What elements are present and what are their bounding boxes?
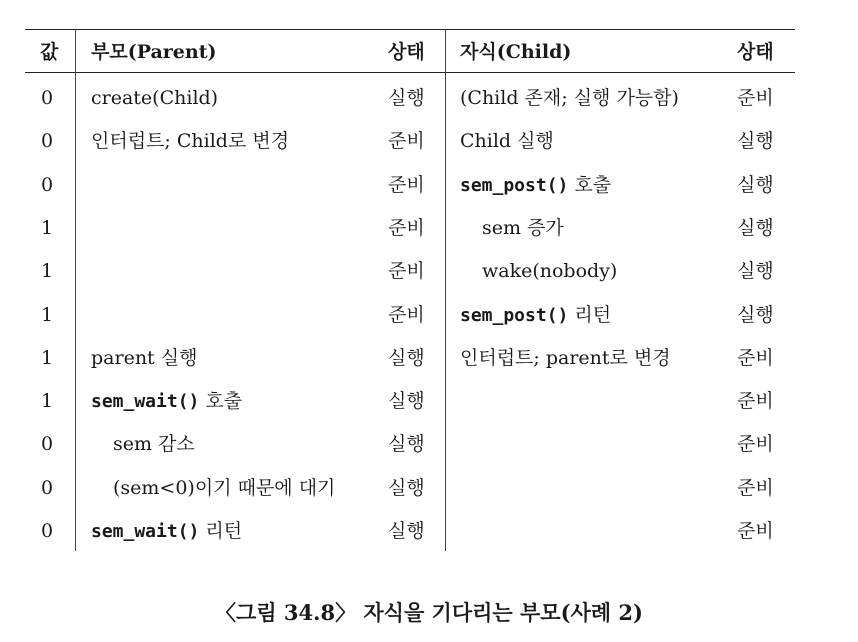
- cell-parent-text: 리턴: [199, 520, 243, 542]
- cell-parent-state: 실행: [388, 520, 425, 542]
- cell-child-text: wake(nobody): [482, 260, 618, 282]
- cell-child: [482, 216, 564, 240]
- cell-child-state: 실행: [737, 217, 774, 239]
- cell-parent: [91, 129, 289, 153]
- cell-parent-state: 준비: [388, 174, 425, 196]
- cell-parent-text: sem 감소: [113, 433, 195, 455]
- cell-child: [482, 259, 617, 283]
- cell-child-state: 실행: [737, 174, 774, 196]
- cell-child-state: 실행: [737, 304, 774, 326]
- cell-value: 1: [41, 347, 54, 369]
- cell-child: [460, 346, 671, 370]
- cell-child-text: 호출: [568, 174, 612, 196]
- header-child: 자식(Child): [460, 41, 572, 63]
- cell-value: 0: [41, 477, 54, 499]
- figure-caption: 〈그림 34.8〉 자식을 기다리는 부모(사례 2): [215, 600, 643, 625]
- cell-child-state: 준비: [737, 347, 774, 369]
- cell-parent-state: 실행: [388, 347, 425, 369]
- cell-child-text: Child 실행: [460, 130, 554, 152]
- cell-child: [460, 86, 679, 110]
- header-value: 값: [40, 41, 59, 63]
- cell-parent-state: 준비: [388, 217, 425, 239]
- cell-value: 1: [41, 260, 54, 282]
- cell-parent-text: 인터럽트; Child로 변경: [91, 130, 290, 152]
- cell-value: 0: [41, 87, 54, 109]
- cell-value: 0: [41, 130, 54, 152]
- cell-parent: [91, 389, 242, 414]
- parent-child-divider: [445, 29, 446, 551]
- value-column-divider: [75, 29, 76, 551]
- header-parent: 부모(Parent): [91, 41, 217, 63]
- code-function: sem_post(): [460, 305, 569, 326]
- cell-parent-state: 준비: [388, 130, 425, 152]
- cell-child-state: 준비: [737, 477, 774, 499]
- cell-parent: [113, 432, 195, 456]
- header-parent-state: 상태: [388, 41, 425, 63]
- cell-value: 0: [41, 174, 54, 196]
- cell-parent-state: 실행: [388, 390, 425, 412]
- cell-child-state: 준비: [737, 87, 774, 109]
- cell-parent-state: 실행: [388, 87, 425, 109]
- cell-parent: [91, 519, 242, 544]
- code-function: sem_post(): [460, 175, 569, 196]
- cell-child-text: 리턴: [568, 304, 612, 326]
- top-rule: [25, 29, 795, 30]
- cell-value: 1: [41, 304, 54, 326]
- cell-parent-state: 준비: [388, 304, 425, 326]
- cell-child-state: 준비: [737, 520, 774, 542]
- cell-parent-state: 준비: [388, 260, 425, 282]
- header-rule: [25, 72, 795, 73]
- code-function: sem_wait(): [91, 391, 200, 412]
- cell-parent: [113, 476, 335, 500]
- cell-child-text: sem 증가: [482, 217, 564, 239]
- cell-parent: [91, 346, 197, 370]
- cell-value: 1: [41, 390, 54, 412]
- cell-parent-state: 실행: [388, 433, 425, 455]
- cell-parent-text: 호출: [199, 390, 243, 412]
- cell-parent-state: 실행: [388, 477, 425, 499]
- cell-child: [460, 173, 611, 198]
- cell-child: [460, 129, 554, 153]
- cell-value: 0: [41, 520, 54, 542]
- cell-parent-text: (sem<0)이기 때문에 대기: [113, 477, 336, 499]
- cell-parent-text: parent 실행: [91, 347, 198, 369]
- header-child-state: 상태: [737, 41, 774, 63]
- cell-child-state: 실행: [737, 130, 774, 152]
- cell-child-state: 준비: [737, 390, 774, 412]
- cell-parent-text: create(Child): [91, 87, 219, 109]
- cell-value: 1: [41, 217, 54, 239]
- cell-child-text: (Child 존재; 실행 가능함): [460, 87, 679, 109]
- code-function: sem_wait(): [91, 521, 200, 542]
- cell-child-state: 실행: [737, 260, 774, 282]
- cell-child-text: 인터럽트; parent로 변경: [460, 347, 671, 369]
- cell-child: [460, 303, 611, 328]
- cell-parent: [91, 86, 218, 110]
- cell-child-state: 준비: [737, 433, 774, 455]
- cell-value: 0: [41, 433, 54, 455]
